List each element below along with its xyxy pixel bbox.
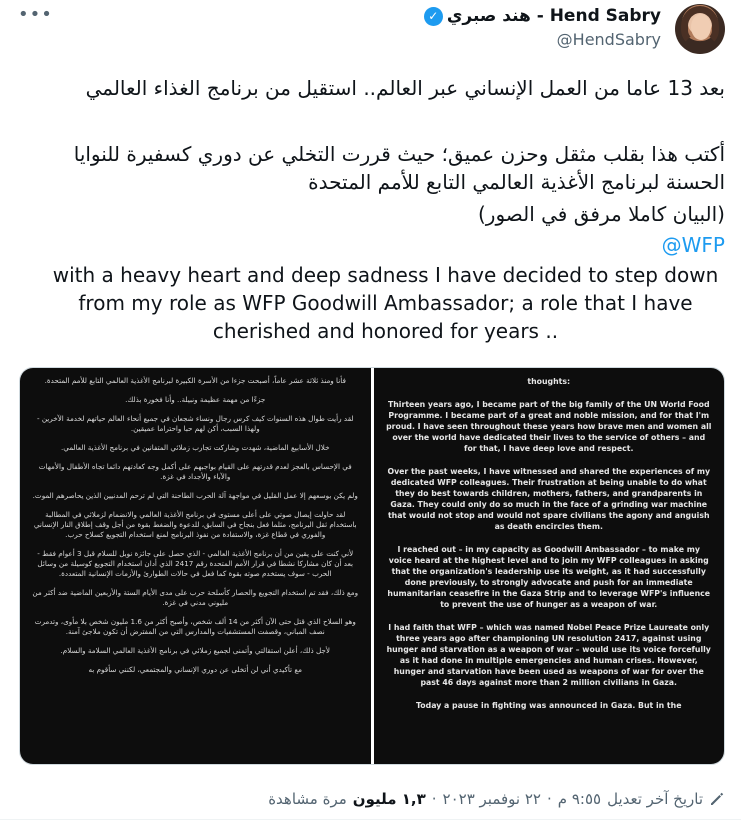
views-count: ١,٣ مليون (352, 790, 426, 808)
footer-separator-2: · (431, 790, 437, 808)
media-image-arabic-statement[interactable] (20, 368, 371, 764)
tweet-time[interactable]: ٩:٥٥ م (557, 790, 602, 808)
english-statement-paragraph: I reached out – in my capacity as Goodwill Ambassador – to make my voice heard at the highest level and to join my WFP colleagues in asking that the organization's leadership use its weight, as it had successfully done previously, to strongly advocate and push for an immediate humanitarian ceasefire in the Gaza Strip and to leverage WFP's influence to prevent the use of hunger as a weapon of war. (387, 545, 711, 609)
tweet-footer (268, 790, 725, 808)
arabic-statement-paragraph: لأجل ذلك، أعلن استقالتي وأتمنى لجميع زملائي في برنامج الأغذية العالمي السلامة والسلام. (60, 646, 330, 655)
english-statement-paragraph: Thirteen years ago, I became part of the big family of the UN World Food Programme. I became part of a great and noble mission, and for that I'm proud. I have seen throughout these years how brave men and women all over the world have dedicated their lives to the service of others – and for that, I have deep love and respect. (386, 400, 712, 453)
arabic-statement-paragraph: مع تأكيدي أني لن أتخلى عن دوري الإنساني والمجتمعي، لكنني سأقوم به (88, 665, 303, 674)
arabic-statement-paragraph: لأني كنت على يقين من أن برنامج الأغذية العالمي - الذي حصل على جائزة نوبل للسلام قبل 3 أعوام فقط - بعد أن كان مشاركا نشطا في قرار الأمم المتحدة رقم 2417 الذي أدان استخدام التجويع كوسيلة من وسائل الحرب - سوف يستخدم صوته بقوة كما فعل في حالات الطوارئ والأزمات الإنسانية المتعددة. (37, 549, 354, 578)
author-handle[interactable]: @HendSabry (556, 30, 661, 49)
author-block[interactable] (424, 6, 661, 49)
english-statement-paragraph: thoughts: (527, 377, 571, 386)
avatar[interactable] (675, 4, 725, 54)
mention-link[interactable]: @WFP (661, 233, 725, 257)
author-name-row[interactable] (424, 6, 661, 26)
author-name[interactable]: Hend Sabry - هند صبري (446, 6, 661, 26)
verified-badge-icon: ✓ (424, 7, 443, 26)
arabic-statement-paragraph: ولم يكن بوسعهم إلا عمل القليل في مواجهة آلة الحرب الطاحنة التي لم ترحم المدنيين الذين يحاصرهم الموت. (32, 491, 358, 500)
edited-label[interactable]: تاريخ آخر تعديل (607, 790, 703, 808)
arabic-statement-paragraph: خلال الأسابيع الماضية، شهدت وشاركت تجارب زملائي المتفانين في برنامج الأغذية العالمي. (60, 443, 330, 452)
tweet-date[interactable]: ٢٢ نوفمبر ٢٠٢٣ (442, 790, 541, 808)
english-statement-paragraph: I had faith that WFP – which was named Nobel Peace Prize Laureate only three years ago after championing UN resolution 2417, against using hunger and starvation as a weapon of war – would use its voice forcefully as it had done in multiple emergencies and human crises. However, hunger and starvation have been used as weapons of war for over the past 46 days against more than 2 million civilians in Gaza. (386, 623, 711, 687)
arabic-statement-paragraph: لقد حاولت إيصال صوتي على أعلى مستوى في برنامج الأغذية العالمي والانضمام لزملائي في المطالبة باستخدام ثقل البرنامج، مثلما فعل بنجاح في السابق، للدعوة والضغط بقوة من أجل وقف إطلاق النار الإنساني والفوري في قطاع غزة، والاستفادة من نفوذ البرنامج لمنع استخدام التجويع كسلاح حرب. (33, 510, 357, 539)
arabic-statement-paragraph: فأنا ومنذ ثلاثة عشر عاماً، أصبحت جزءا من الأسرة الكبيرة لبرنامج الأغذية العالمي التابع للأمم المتحدة. (44, 376, 346, 385)
arabic-statement-paragraph: ومع ذلك، فقد تم استخدام التجويع والحصار كأسلحة حرب على مدى الأيام الستة والأربعين الماضية ضد أكثر من مليوني مدني في غزة. (32, 588, 359, 607)
english-statement-paragraph: Over the past weeks, I have witnessed and shared the experiences of my dedicated WFP colleagues. Their frustration at being unable to do what they do best towards children, mothers, fathers, and grandparents in Gaza. They could only do so much in the face of a grinding war machine that would not stop and would not spare civilians the agony and anguish as death encircles them. (387, 467, 711, 531)
tweet-text-ar-line3: (البيان كاملا مرفق في الصور) (477, 202, 725, 226)
media-grid (19, 367, 725, 765)
media-image-english-statement[interactable] (374, 368, 725, 764)
arabic-statement-paragraph: لقد رأيت طوال هذه السنوات كيف كرس رجال ونساء شجعان في جميع أنحاء العالم حياتهم لخدمة الآخرين - ولهذا السبب، أكن لهم حبا واحتراما عميقين. (36, 414, 354, 433)
arabic-statement-paragraph: وهو السلاح الذي قتل حتى الآن أكثر من 14 ألف شخص، وأصبح أكثر من 1.6 مليون شخص بلا مأوى، وتدمرت نصف المباني، وقصفت المستشفيات والمدارس التي من المفترض أن تكون ملاجئ آمنة. (34, 617, 356, 636)
tweet-text-ar-line1: بعد 13 عاما من العمل الإنساني عبر العالم.. استقيل من برنامج الغذاء العالمي (85, 76, 725, 100)
more-options-icon[interactable]: ••• (18, 4, 53, 25)
avatar-face (691, 14, 711, 40)
footer-separator: · (547, 790, 552, 808)
pencil-icon (709, 791, 725, 807)
english-statement-paragraph: Today a pause in fighting was announced in Gaza. But in the (415, 701, 682, 710)
views-label: مرة مشاهدة (268, 790, 347, 808)
tweet-text-en: with a heavy heart and deep sadness I have decided to step down from my role as WFP Goodwill Ambassador; a role that I have cherished and honored for years .. (52, 263, 719, 343)
tweet-text-ar-paragraph: أكتب هذا بقلب مثقل وحزن عميق؛ حيث قررت التخلي عن دوري كسفيرة للنوايا الحسنة لبرنامج الأغذية العالمي التابع للأمم المتحدة (73, 142, 725, 194)
arabic-statement-paragraph: جزءًا من مهمة عظيمة ونبيلة.. وأنا فخورة بذلك. (125, 395, 266, 404)
arabic-statement-paragraph: في الإحساس بالعجز لعدم قدرتهم على القيام بواجبهم على أكمل وجه كعادتهم دائما تجاه الأطفال والأمهات والآباء والأجداد في غزة. (38, 462, 352, 481)
